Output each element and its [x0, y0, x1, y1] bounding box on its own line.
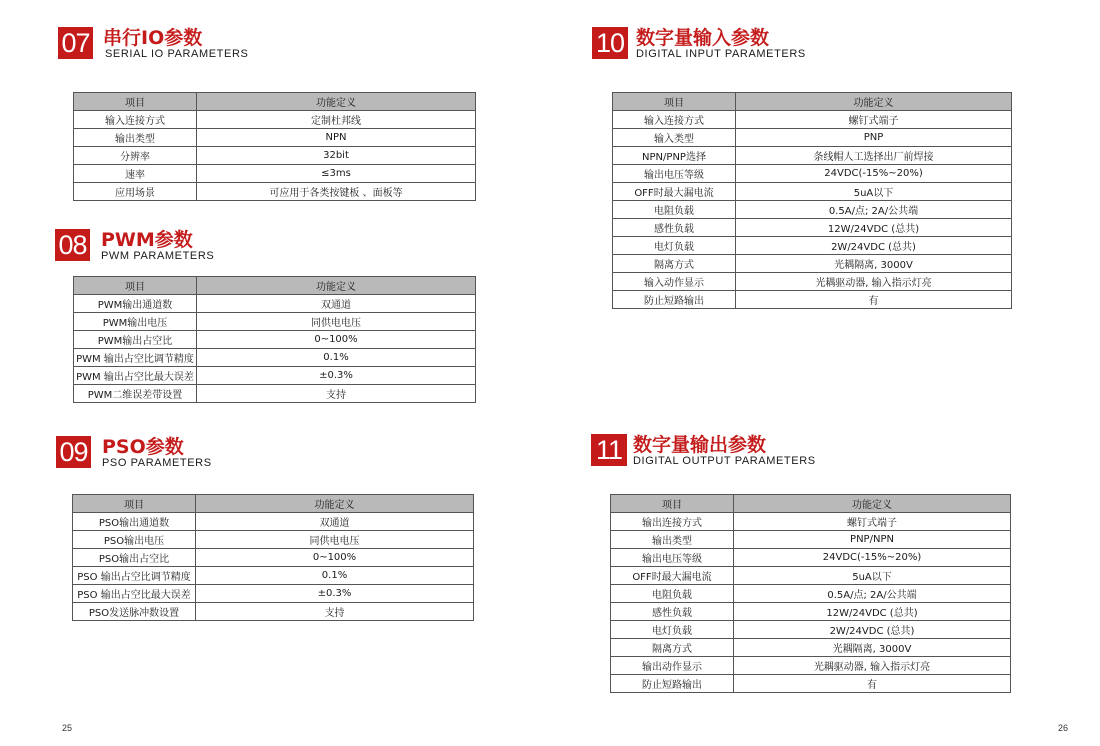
parameter-value-cell: 0~100%: [197, 331, 476, 349]
parameter-name-cell: 速率: [74, 165, 197, 183]
table-header-row: [74, 93, 476, 111]
parameter-value-cell: 支持: [197, 385, 476, 403]
table-row: [611, 675, 1011, 693]
parameter-name-cell: PWM 输出占空比调节精度: [74, 349, 197, 367]
parameter-value-cell: 支持: [196, 603, 474, 621]
parameter-name-cell: NPN/PNP选择: [613, 147, 736, 165]
parameter-name-cell: 输入连接方式: [613, 111, 736, 129]
table-row: [74, 129, 476, 147]
parameter-value-cell: 0.5A/点; 2A/公共端: [736, 201, 1012, 219]
parameter-name-cell: 电阻负载: [611, 585, 734, 603]
parameter-value-cell: 条线帽人工选择出厂前焊接: [736, 147, 1012, 165]
table-row: [611, 657, 1011, 675]
header-definition: 功能定义: [736, 93, 1012, 111]
table-row: [611, 513, 1011, 531]
table-row: [73, 603, 474, 621]
parameter-name-cell: PSO输出占空比: [73, 549, 196, 567]
parameter-name-cell: 防止短路输出: [611, 675, 734, 693]
parameter-name-cell: 电灯负载: [613, 237, 736, 255]
table-header-row: [73, 495, 474, 513]
section-title: PSO参数: [102, 436, 184, 458]
parameter-value-cell: 0~100%: [196, 549, 474, 567]
parameter-name-cell: 输出电压等级: [611, 549, 734, 567]
table-row: [74, 367, 476, 385]
table-row: [74, 295, 476, 313]
table-row: [611, 567, 1011, 585]
parameter-name-cell: PSO 输出占空比调节精度: [73, 567, 196, 585]
table-row: [73, 585, 474, 603]
parameter-name-cell: 输出电压等级: [613, 165, 736, 183]
parameter-value-cell: PNP/NPN: [734, 531, 1011, 549]
parameter-name-cell: 应用场景: [74, 183, 197, 201]
parameter-name-cell: 隔离方式: [611, 639, 734, 657]
section-subtitle: SERIAL IO PARAMETERS: [105, 48, 249, 60]
pso-parameters-table: [72, 494, 474, 621]
table-row: [613, 273, 1012, 291]
section-title: 数字量输入参数: [636, 27, 770, 49]
parameter-value-cell: 可应用于各类按键板 、面板等: [197, 183, 476, 201]
table-row: [613, 219, 1012, 237]
parameter-name-cell: 输出动作显示: [611, 657, 734, 675]
section-title: 串行IO参数: [103, 27, 203, 49]
parameter-value-cell: PNP: [736, 129, 1012, 147]
parameter-value-cell: ±0.3%: [197, 367, 476, 385]
parameter-name-cell: PWM二维误差带设置: [74, 385, 197, 403]
parameter-name-cell: PSO输出电压: [73, 531, 196, 549]
parameter-name-cell: 分辨率: [74, 147, 197, 165]
parameter-value-cell: 0.1%: [196, 567, 474, 585]
parameter-value-cell: 32bit: [197, 147, 476, 165]
table-row: [613, 111, 1012, 129]
parameter-value-cell: 光耦隔离, 3000V: [736, 255, 1012, 273]
table-row: [73, 531, 474, 549]
parameter-value-cell: 5uA以下: [736, 183, 1012, 201]
parameter-value-cell: 螺钉式端子: [736, 111, 1012, 129]
section-subtitle: DIGITAL OUTPUT PARAMETERS: [633, 455, 816, 467]
parameter-value-cell: 12W/24VDC (总共): [734, 603, 1011, 621]
parameter-value-cell: 2W/24VDC (总共): [736, 237, 1012, 255]
parameter-value-cell: 有: [734, 675, 1011, 693]
parameter-name-cell: PWM输出占空比: [74, 331, 197, 349]
section-title: 数字量输出参数: [633, 434, 767, 456]
parameter-value-cell: 光耦隔离, 3000V: [734, 639, 1011, 657]
parameter-name-cell: 输入连接方式: [74, 111, 197, 129]
section-number-badge: 08: [55, 229, 90, 261]
parameter-name-cell: 输出类型: [611, 531, 734, 549]
parameter-value-cell: 24VDC(-15%~20%): [734, 549, 1011, 567]
page-number-right: 26: [1058, 723, 1069, 733]
table-row: [74, 111, 476, 129]
section-number-badge: 07: [58, 27, 93, 59]
parameter-name-cell: PWM 输出占空比最大误差: [74, 367, 197, 385]
parameter-name-cell: 输出类型: [74, 129, 197, 147]
table-row: [74, 147, 476, 165]
parameter-value-cell: 5uA以下: [734, 567, 1011, 585]
header-definition: 功能定义: [196, 495, 474, 513]
parameter-value-cell: 0.5A/点; 2A/公共端: [734, 585, 1011, 603]
table-row: [74, 349, 476, 367]
section-number-badge: 09: [56, 436, 91, 468]
parameter-name-cell: 电灯负载: [611, 621, 734, 639]
section-subtitle: DIGITAL INPUT PARAMETERS: [636, 48, 806, 60]
parameter-value-cell: 12W/24VDC (总共): [736, 219, 1012, 237]
table-row: [613, 201, 1012, 219]
parameter-value-cell: 有: [736, 291, 1012, 309]
parameter-name-cell: PSO 输出占空比最大误差: [73, 585, 196, 603]
table-row: [611, 585, 1011, 603]
parameter-value-cell: ±0.3%: [196, 585, 474, 603]
parameter-name-cell: PWM输出通道数: [74, 295, 197, 313]
digital-input-parameters-table: [612, 92, 1012, 309]
table-row: [613, 237, 1012, 255]
header-definition: 功能定义: [734, 495, 1011, 513]
table-row: [74, 183, 476, 201]
table-row: [74, 165, 476, 183]
parameter-value-cell: 同供电电压: [196, 531, 474, 549]
section-title: PWM参数: [101, 229, 193, 251]
table-row: [74, 331, 476, 349]
table-header-row: [74, 277, 476, 295]
parameter-name-cell: 输入动作显示: [613, 273, 736, 291]
parameter-value-cell: 螺钉式端子: [734, 513, 1011, 531]
section-number-badge: 10: [592, 27, 628, 59]
parameter-value-cell: 光耦驱动器, 输入指示灯亮: [736, 273, 1012, 291]
table-row: [73, 567, 474, 585]
table-row: [611, 621, 1011, 639]
parameter-value-cell: 双通道: [197, 295, 476, 313]
parameter-value-cell: 定制杜邦线: [197, 111, 476, 129]
table-row: [613, 147, 1012, 165]
parameter-value-cell: 0.1%: [197, 349, 476, 367]
parameter-name-cell: OFF时最大漏电流: [613, 183, 736, 201]
table-header-row: [611, 495, 1011, 513]
table-row: [611, 531, 1011, 549]
table-row: [73, 513, 474, 531]
table-row: [611, 639, 1011, 657]
parameter-name-cell: 输出连接方式: [611, 513, 734, 531]
header-item: 项目: [74, 277, 197, 295]
header-definition: 功能定义: [197, 93, 476, 111]
table-row: [613, 291, 1012, 309]
table-row: [613, 165, 1012, 183]
parameter-name-cell: OFF时最大漏电流: [611, 567, 734, 585]
parameter-name-cell: 感性负载: [613, 219, 736, 237]
parameter-name-cell: 隔离方式: [613, 255, 736, 273]
parameter-name-cell: PWM输出电压: [74, 313, 197, 331]
parameter-name-cell: 感性负载: [611, 603, 734, 621]
parameter-value-cell: 24VDC(-15%~20%): [736, 165, 1012, 183]
header-item: 项目: [74, 93, 197, 111]
table-row: [611, 603, 1011, 621]
header-item: 项目: [73, 495, 196, 513]
header-definition: 功能定义: [197, 277, 476, 295]
table-row: [611, 549, 1011, 567]
digital-output-parameters-table: [610, 494, 1011, 693]
parameter-name-cell: 防止短路输出: [613, 291, 736, 309]
section-subtitle: PWM PARAMETERS: [101, 250, 215, 262]
serial-io-parameters-table: [73, 92, 476, 201]
table-row: [73, 549, 474, 567]
parameter-value-cell: ≤3ms: [197, 165, 476, 183]
parameter-value-cell: 光耦驱动器, 输入指示灯亮: [734, 657, 1011, 675]
page-number-left: 25: [62, 723, 73, 733]
parameter-value-cell: 2W/24VDC (总共): [734, 621, 1011, 639]
section-subtitle: PSO PARAMETERS: [102, 457, 212, 469]
table-row: [74, 313, 476, 331]
table-row: [613, 183, 1012, 201]
section-number-badge: 11: [591, 434, 627, 466]
parameter-name-cell: PSO输出通道数: [73, 513, 196, 531]
table-row: [74, 385, 476, 403]
header-item: 项目: [611, 495, 734, 513]
table-row: [613, 129, 1012, 147]
header-item: 项目: [613, 93, 736, 111]
pwm-parameters-table: [73, 276, 476, 403]
parameter-name-cell: 电阻负载: [613, 201, 736, 219]
table-header-row: [613, 93, 1012, 111]
parameter-name-cell: PSO发送脉冲数设置: [73, 603, 196, 621]
parameter-value-cell: 同供电电压: [197, 313, 476, 331]
table-row: [613, 255, 1012, 273]
parameter-name-cell: 输入类型: [613, 129, 736, 147]
parameter-value-cell: NPN: [197, 129, 476, 147]
parameter-value-cell: 双通道: [196, 513, 474, 531]
